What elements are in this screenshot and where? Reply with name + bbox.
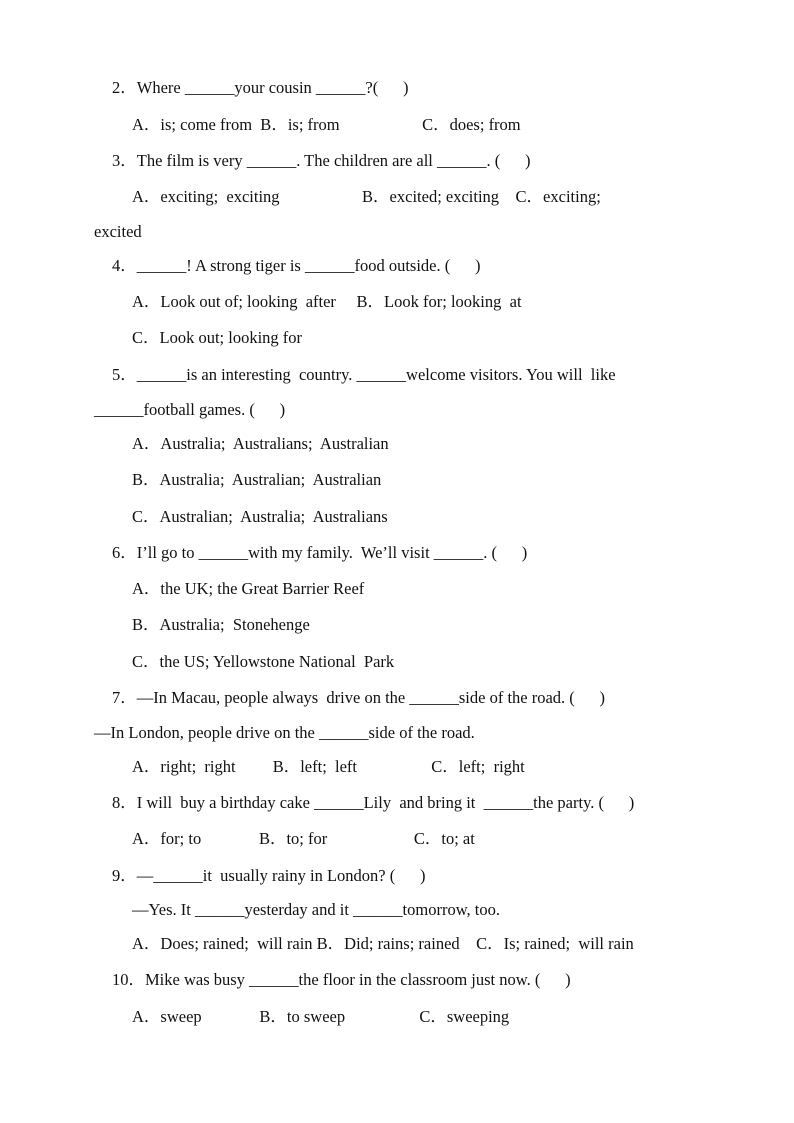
question-8: 8．I will buy a birthday cake ______Lily and bring it ______the party. ( ) [112,793,635,812]
question-10: 10．Mike was busy ______the floor in the classroom just now. ( ) [112,970,571,989]
question-9-reply: —Yes. It ______yesterday and it ______tomorrow, too. [132,900,501,919]
question-7-options: A．right; right B．left; left C．left; right [132,757,525,776]
question-10-options: A．sweep B．to sweep C．sweeping [132,1007,510,1026]
question-5-option-b: B．Australia; Australian; Australian [132,470,382,489]
question-2-options: A．is; come from B．is; from C．does; from [132,115,521,134]
question-5-option-a: A．Australia; Australians; Australian [132,434,389,453]
question-3: 3．The film is very ______. The children are all ______. ( ) [112,151,531,170]
question-4-options-ab: A．Look out of; looking after B．Look for; looking at [132,292,522,311]
question-6-option-c: C．the US; Yellowstone National Park [132,652,395,671]
question-5-option-c: C．Australian; Australia; Australians [132,507,388,526]
question-9: 9．—______it usually rainy in London? ( ) [112,866,426,885]
question-6-option-a: A．the UK; the Great Barrier Reef [132,579,365,598]
question-6: 6．I’ll go to ______with my family. We’ll visit ______. ( ) [112,543,528,562]
question-9-options: A．Does; rained; will rain B．Did; rains; rained C．Is; rained; will rain [132,934,634,953]
question-4-option-c: C．Look out; looking for [132,328,303,347]
question-8-options: A．for; to B．to; for C．to; at [132,829,475,848]
question-5-wrap: ______football games. ( ) [94,400,286,419]
question-2: 2．Where ______your cousin ______?( ) [112,78,409,97]
question-3-options: A．exciting; exciting B．excited; exciting C．exciting; [132,187,601,206]
question-7-reply: —In London, people drive on the ______side of the road. [94,723,475,742]
question-4: 4．______! A strong tiger is ______food outside. ( ) [112,256,481,275]
question-5: 5．______is an interesting country. ______welcome visitors. You will like [112,365,616,384]
question-6-option-b: B．Australia; Stonehenge [132,615,310,634]
question-7: 7．—In Macau, people always drive on the ______side of the road. ( ) [112,688,606,707]
question-3-options-wrap: excited [94,222,142,241]
